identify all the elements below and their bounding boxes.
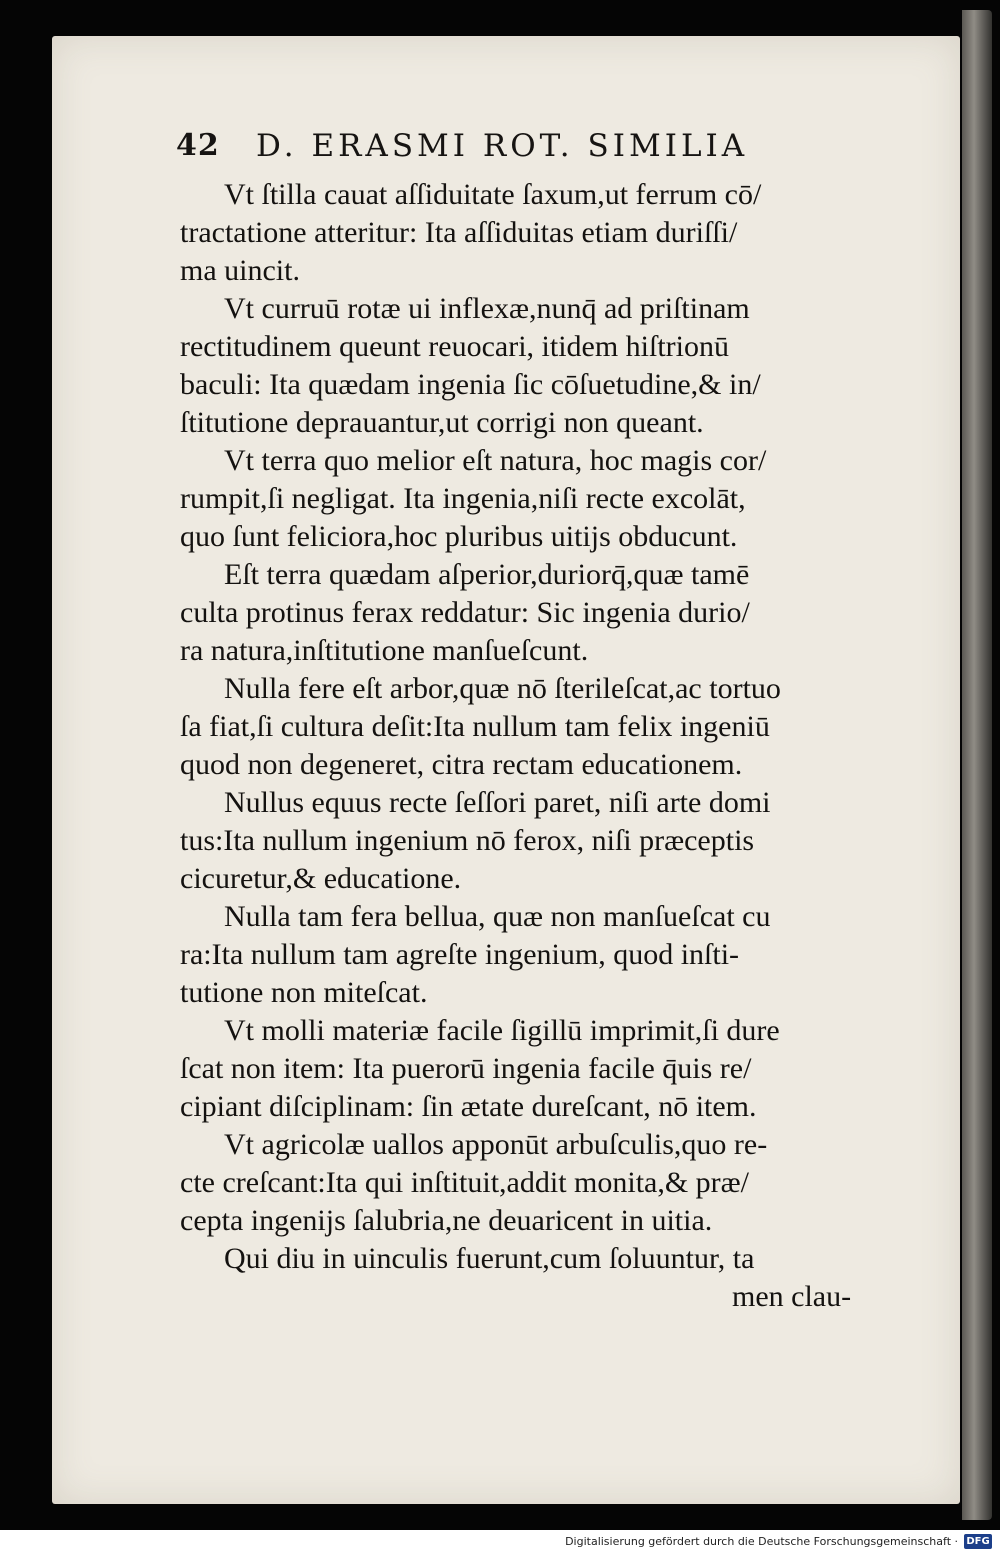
text-line: tractatione atteritur: Ita aſſiduitas etiam duriſſi/ [180,216,738,249]
text-line: ſtitutione deprauantur,ut corrigi non queant. [180,406,704,439]
text-line: quo ſunt feliciora,hoc pluribus uitijs obducunt. [180,520,738,553]
text-line: ſa fiat,ſi cultura deſit:Ita nullum tam felix ingeniū [180,710,770,743]
text-line: Nulla tam fera bellua, quæ non manſueſcat cu [224,900,771,933]
text-line: Nullus equus recte ſeſſori paret, niſi arte domi [224,786,771,819]
text-line: cepta ingenijs ſalubria,ne deuaricent in uitia. [180,1204,713,1237]
digitization-footer [0,1530,1000,1554]
text-line: Vt curruū rotæ ui inflexæ,nunq̄ ad priſtinam [224,292,750,325]
dfg-logo[interactable]: DFG [964,1534,992,1549]
page-edge [962,10,992,1520]
catchword: men clau- [732,1280,852,1313]
folio-number: 42 [176,128,220,163]
text-line: Vt terra quo melior eſt natura, hoc magis cor/ [224,444,767,477]
text-line: tus:Ita nullum ingenium nō ferox, niſi præceptis [180,824,755,857]
funding-credit: Digitalisierung gefördert durch die Deutsche Forschungsgemeinschaft · [565,1535,958,1548]
text-line: rectitudinem queunt reuocari, itidem hiſtrionū [180,330,730,363]
text-line: culta protinus ferax reddatur: Sic ingenia durio/ [180,596,750,629]
text-line: tutione non miteſcat. [180,976,428,1009]
text-line: baculi: Ita quædam ingenia ſic cōſuetudine,& in/ [180,368,761,401]
page-header [176,128,816,168]
text-line: Eſt terra quædam aſperior,duriorq̄,quæ tamē [224,558,750,591]
text-line: rumpit,ſi negligat. Ita ingenia,niſi recte excolāt, [180,482,746,515]
text-line: cicuretur,& educatione. [180,862,462,895]
text-line: ſcat non item: Ita puerorū ingenia facile q̄uis re/ [180,1052,752,1085]
text-line: ra natura,inſtitutione manſueſcunt. [180,634,589,667]
text-line: cipiant diſciplinam: ſin ætate dureſcant, nō item. [180,1090,757,1123]
running-title: D. ERASMI ROT. SIMILIA [256,128,749,164]
text-line: ra:Ita nullum tam agreſte ingenium, quod inſti- [180,938,740,971]
text-line: Nulla fere eſt arbor,quæ nō ſterileſcat,ac tortuo [224,672,781,705]
text-line: quod non degeneret, citra rectam educationem. [180,748,743,781]
text-line: Qui diu in uinculis fuerunt,cum ſoluuntur, ta [224,1242,755,1275]
text-line: Vt agricolæ uallos apponūt arbuſculis,quo re- [224,1128,768,1161]
text-line: ma uincit. [180,254,300,287]
text-line: Vt ſtilla cauat aſſiduitate ſaxum,ut ferrum cō/ [224,178,762,211]
text-line: Vt molli materiæ facile ſigillū imprimit,ſi dure [224,1014,780,1047]
text-line: cte creſcant:Ita qui inſtituit,addit monita,& præ/ [180,1166,750,1199]
